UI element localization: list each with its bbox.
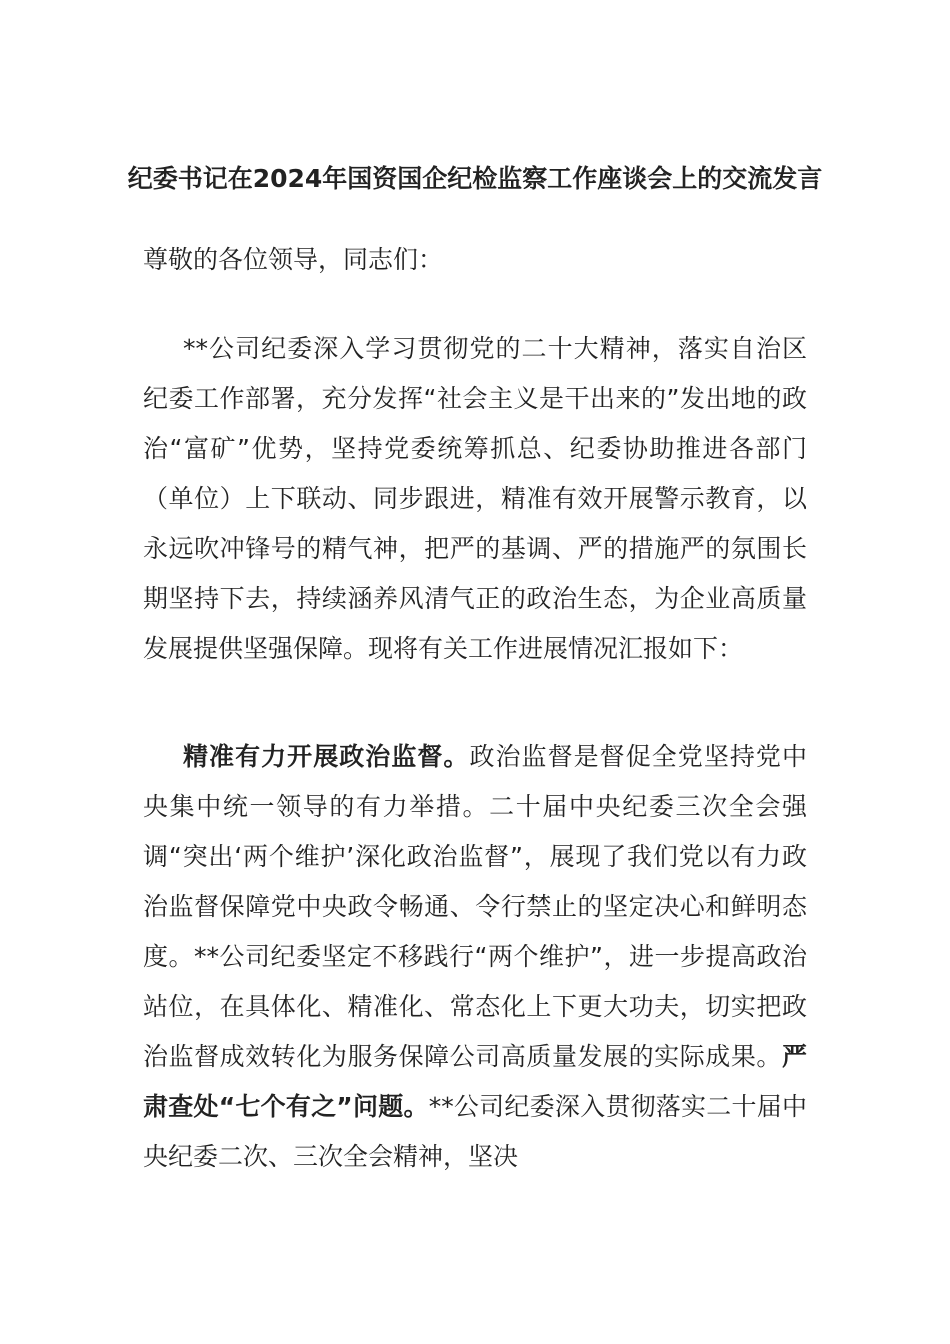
section-heading-seven-issues: 严肃查处“七个有之”问题。	[143, 1042, 807, 1121]
paragraph-political-supervision	[143, 732, 807, 1182]
section-text-political-supervision: 政治监督是督促全党坚持党中央集中统一领导的有力举措。二十届中央纪委三次全会强调“突出‘两个维护’深化政治监督”，展现了我们党以有力政治监督保障党中央政令畅通、令行禁止的坚定决心和鲜明态度。**公司纪委坚定不移践行“两个维护”，进一步提高政治站位，在具体化、精准化、常态化上下更大功夫，切实把政治监督成效转化为服务保障公司高质量发展的实际成果。	[143, 742, 807, 1071]
section-heading-political-supervision: 精准有力开展政治监督。	[183, 742, 470, 771]
paragraph-intro: **公司纪委深入学习贯彻党的二十大精神，落实自治区纪委工作部署，充分发挥“社会主义是干出来的”发出地的政治“富矿”优势，坚持党委统筹抓总、纪委协助推进各部门（单位）上下联动、同步跟进，精准有效开展警示教育，以永远吹冲锋号的精气神，把严的基调、严的措施严的氛围长期坚持下去，持续涵养风清气正的政治生态，为企业高质量发展提供坚强保障。现将有关工作进展情况汇报如下：	[143, 334, 807, 663]
document-title: 纪委书记在2024年国资国企纪检监察工作座谈会上的交流发言	[127, 164, 823, 193]
salutation: 尊敬的各位领导，同志们：	[143, 245, 444, 274]
section-text-seven-issues: **公司纪委深入贯彻落实二十届中央纪委二次、三次全会精神，坚决	[143, 1092, 807, 1171]
